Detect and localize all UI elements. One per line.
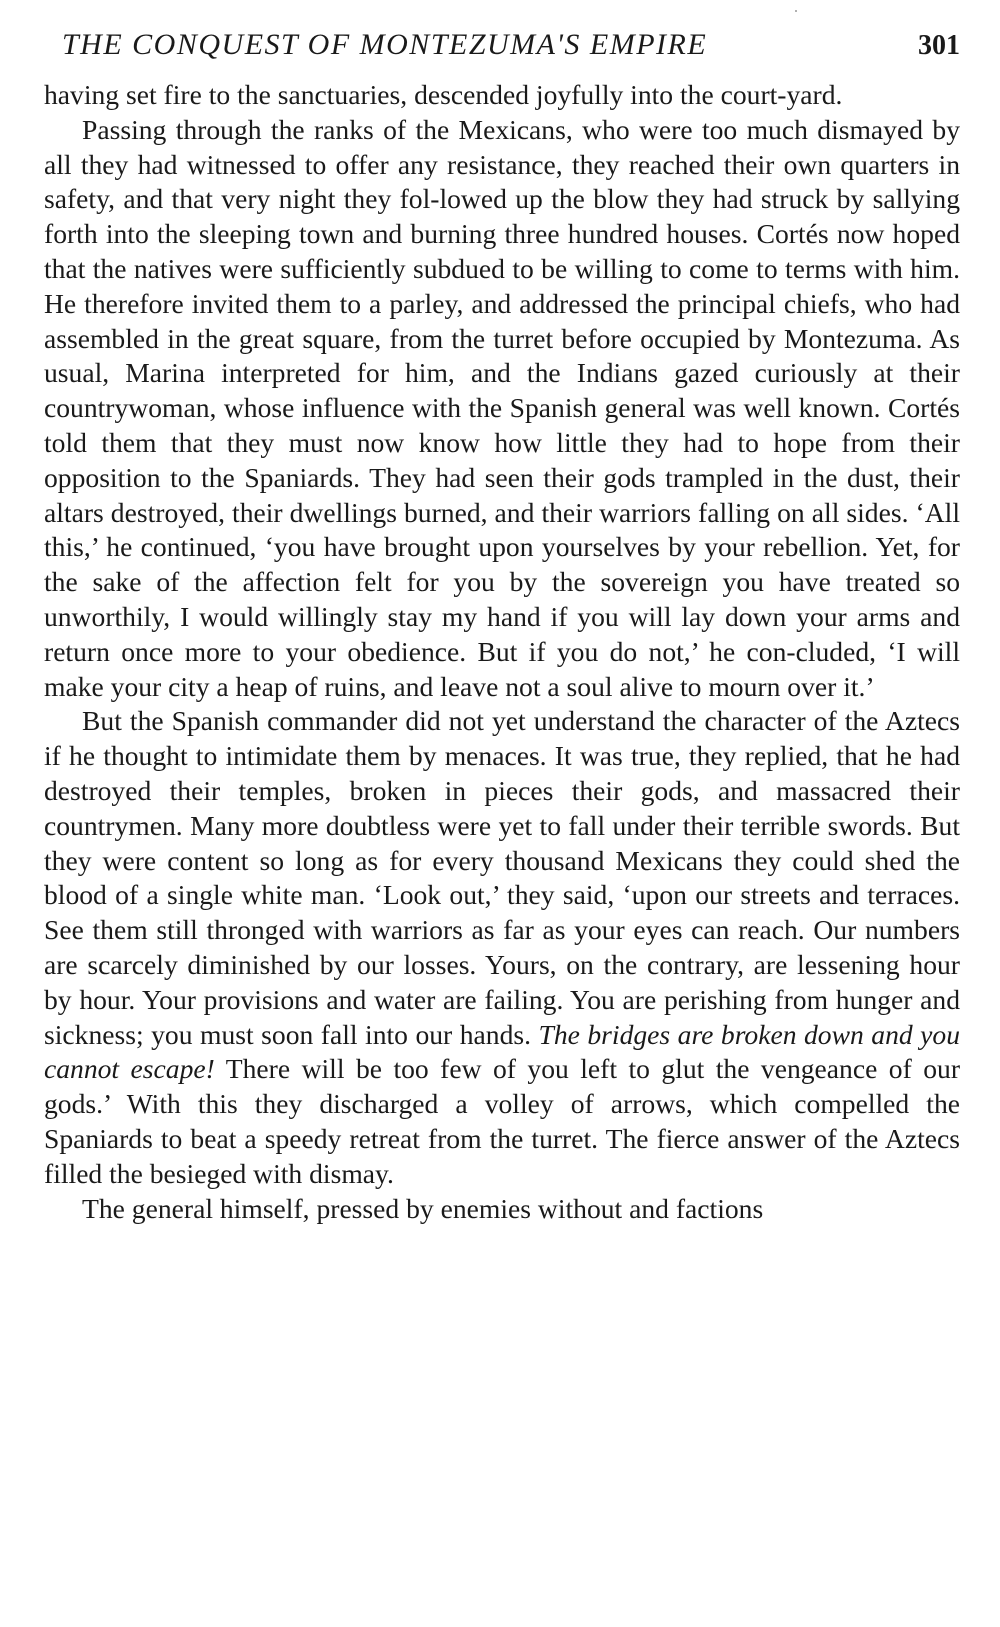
paragraph-aztec-reply xyxy=(44,704,960,1191)
scan-speck xyxy=(795,10,797,12)
aztec-reply-text-start: But the Spanish commander did not yet understand the character of the Aztecs if he thought to intimidate them by menaces. It was true, they replied, that he had destroyed their temples, broken in pieces their gods, and massacred their countrymen. Many more doubtless were yet to fall under their terrible swords. But they were content so long as for every thousand Mexicans they could shed the blood of a single white man. ‘Look out,’ they said, ‘upon our streets and terraces. See them still thronged with warriors as far as your eyes can reach. Our numbers are scarcely diminished by our losses. Yours, on the contrary, are lessening hour by hour. Your provisions and water are failing. You are perishing from hunger and sickness; you must soon fall into our hands. xyxy=(44,705,960,1050)
paragraph-parley: Passing through the ranks of the Mexicans, who were too much dismayed by all they had witnessed to offer any resistance, they reached their own quarters in safety, and that very night they fol-lowed up the blow they had struck by sallying forth into the sleeping town and burning three hundred houses. Cortés now hoped that the natives were sufficiently subdued to be willing to come to terms with him. He therefore invited them to a parley, and addressed the principal chiefs, who had assembled in the great square, from the turret before occupied by Montezuma. As usual, Marina interpreted for him, and the Indians gazed curiously at their countrywoman, whose influence with the Spanish general was well known. Cortés told them that they must now know how little they had to hope from their opposition to the Spaniards. They had seen their gods trampled in the dust, their altars destroyed, their dwellings burned, and their warriors falling on all sides. ‘All this,’ he continued, ‘you have brought upon yourselves by your rebellion. Yet, for the sake of the affection felt for you by the sovereign you have treated so unworthily, I would willingly stay my hand if you will lay down your arms and return once more to your obedience. But if you do not,’ he con-cluded, ‘I will make your city a heap of ruins, and leave not a soul alive to mourn over it.’ xyxy=(44,113,960,702)
paragraph-continued: having set fire to the sanctuaries, descended joyfully into the court-yard. xyxy=(44,79,843,110)
paragraph-general: The general himself, pressed by enemies without and factions xyxy=(82,1192,764,1224)
italic-quote: The bridges are broken down and you cannot escape! xyxy=(44,1018,960,1085)
aztec-reply-text-end: There will be too few of you left to glut the vengeance of our gods.’ With this they discharged a volley of arrows, which compelled the Spaniards to beat a speedy retreat from the turret. The fierce answer of the Aztecs filled the besieged with dismay. xyxy=(44,1053,961,1189)
running-header xyxy=(62,28,960,70)
body-text xyxy=(44,78,960,1226)
running-title: THE CONQUEST OF MONTEZUMA'S EMPIRE xyxy=(62,28,708,61)
page-number: 301 xyxy=(918,30,960,61)
